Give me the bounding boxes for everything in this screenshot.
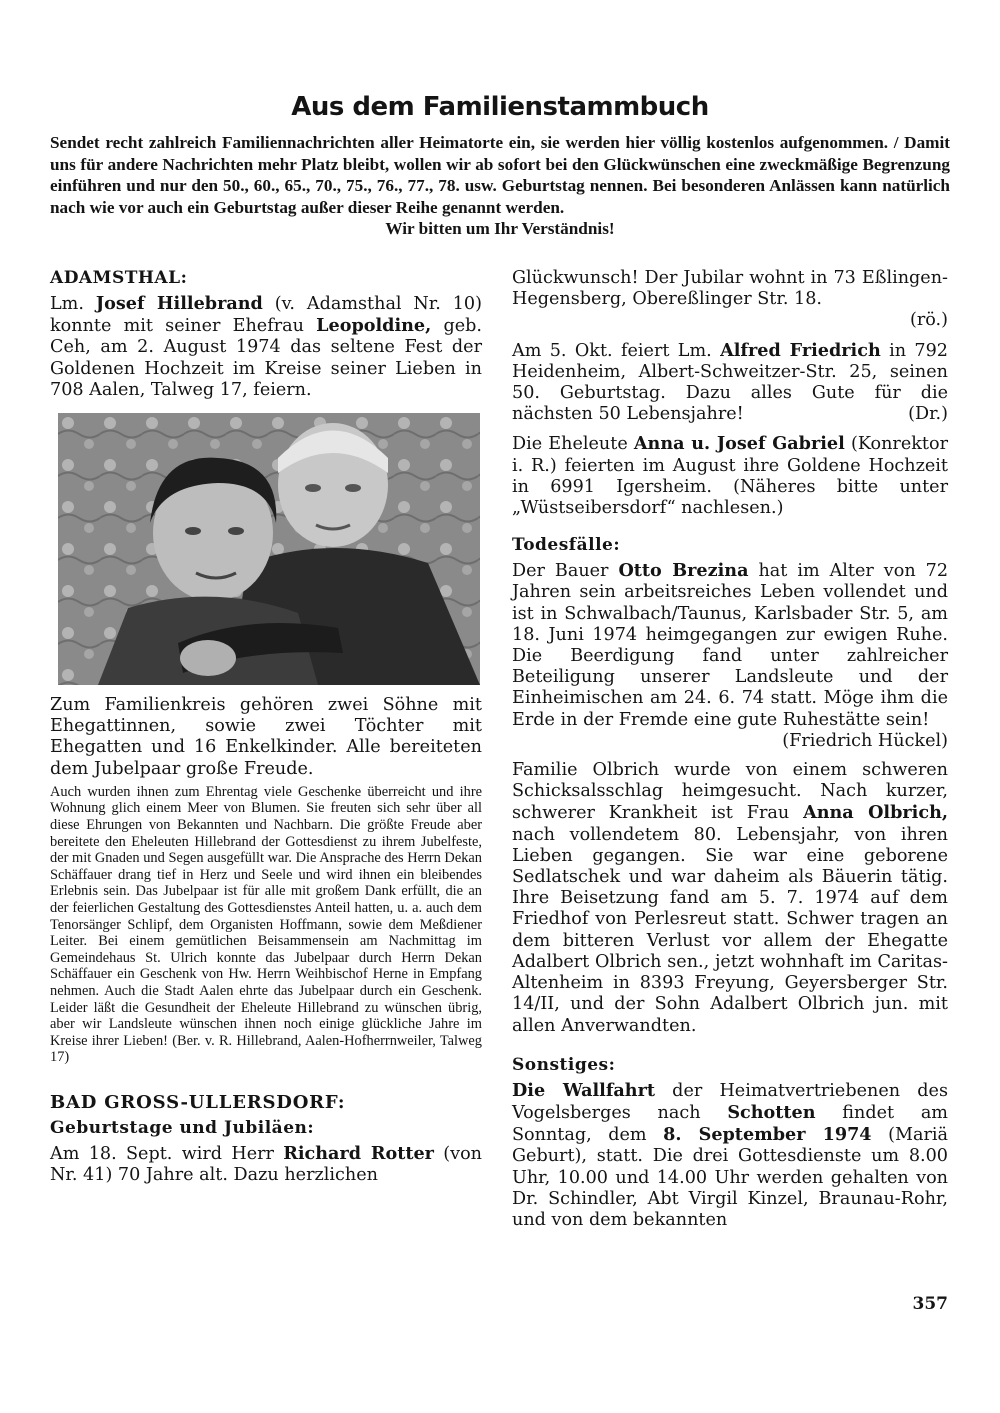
couple-photo-image — [58, 413, 480, 685]
text: geb. Ceh, am 2. August 1974 das seltene Fest der Goldenen Hochzeit im Kreise seiner Lieben in 708 Aalen, Talweg 17, feiern. — [50, 316, 482, 400]
section-heading-bad-gross-ullersdorf: BAD GROSS-ULLERSDORF: — [50, 1091, 346, 1113]
text: Am 5. Okt. feiert Lm. — [512, 340, 721, 361]
friedrich-paragraph — [512, 340, 948, 426]
text: Die Eheleute — [512, 434, 634, 455]
name-leopoldine: Leopoldine, — [316, 315, 432, 337]
text: Lm. — [50, 294, 96, 314]
text: Der Bauer — [512, 561, 619, 582]
text: in 792 Heidenheim, Albert-Schweitzer-Str. 25, seinen 50. Geburtstag. Dazu alles Gute für die nächsten 50 Lebensjahre! — [512, 340, 948, 425]
family-paragraph: Zum Familienkreis gehören zwei Söhne mit Ehegattinnen, sowie zwei Töchter mit Ehegatten und 16 Enkelkinder. Alle bereiteten dem Jubelpaar große Freude. — [50, 695, 482, 779]
text: hat im Alter von 72 Jahren sein arbeitsreiches Leben vollendet und ist in Schwalbach/Taunus, Karlsbader Str. 5, am 18. Juni 1974 heimgegangen zur ewigen Ruhe. Die Beerdigung fand unter zahlreicher Beteiligung unserer Landsleute und der Einheimischen am 24. 6. 74 statt. Möge ihm die Erde in der Fremde eine gute Ruhestätte sein! — [512, 561, 949, 730]
text: (von Nr. 41) 70 Jahre alt. Dazu herzlichen — [50, 1143, 482, 1186]
olbrich-paragraph — [512, 760, 948, 1037]
name-anna-josef-gabriel: Anna u. Josef Gabriel — [633, 433, 845, 455]
intro-text — [50, 132, 950, 240]
section-heading-adamsthal: ADAMSTHAL: — [50, 268, 188, 288]
intro-body: Sendet recht zahlreich Familiennachrichten aller Heimatorte ein, sie werden hier völlig kostenlos aufgenommen. / Damit uns für andere Nachrichten mehr Platz bleibt, wollen wir ab sofort bei den Glückwünschen eine zweckmäßige Begrenzung einführen und nur den 50., 60., 65., 70., 75., 76., 77., 78. usw. Geburtstag nennen. Bei besonderen Anlässen kann natürlich nach wie vor auch ein Geburtstag außer dieser Reihe genannt werden. — [50, 133, 950, 217]
intro-closing: Wir bitten um Ihr Verständnis! — [385, 219, 615, 238]
right-column — [512, 268, 948, 1231]
brezina-paragraph — [512, 560, 948, 752]
hillebrand-paragraph — [50, 293, 482, 401]
text: (Konrektor i. R.) feierten im August ihre Goldene Hochzeit in 6991 Igersheim. (Näheres bitte unter „Wüstseibersdorf“ nachlesen.) — [512, 434, 948, 519]
name-otto-brezina: Otto Brezina — [618, 560, 749, 582]
place-schotten: Schotten — [727, 1101, 816, 1123]
name-richard-rotter: Richard Rotter — [283, 1142, 434, 1164]
term-wallfahrt: Die Wallfahrt — [512, 1079, 655, 1101]
gabriel-paragraph — [512, 433, 948, 519]
name-alfred-friedrich: Alfred Friedrich — [720, 339, 881, 361]
page-title: Aus dem Familienstammbuch — [291, 92, 709, 122]
text: Familie Olbrich wurde von einem schweren Schicksalsschlag heimgesucht. Nach kurzer, schwerer Krankheit ist Frau — [512, 760, 948, 824]
text: nach vollendetem 80. Lebensjahr, von ihren Lieben gegangen. Sie war eine geborene Sedlatschek und war daheim als Bäuerin tätig. Ihre Beisetzung fand am 5. 7. 1974 auf dem Friedhof von Perlesreut statt. Schwer tragen an dem bitteren Verlust vor allem der Ehegatte Adalbert Olbrich sen., jetzt wohnhaft im Caritas-Altenheim in 8393 Freyung, Geyersberger Str. 14/II, und der Sohn Adalbert Olbrich jun. mit allen Anverwandten. — [512, 824, 948, 1036]
left-column — [50, 268, 482, 1186]
name-josef-hillebrand: Josef Hillebrand — [95, 293, 263, 314]
rotter-paragraph — [50, 1143, 482, 1186]
signature: (Friedrich Hückel) — [782, 730, 948, 751]
text: findet am Sonntag, dem — [512, 1102, 948, 1146]
signature: (Dr.) — [908, 404, 948, 425]
subheading-birthdays: Geburtstage und Jubiläen: — [50, 1117, 315, 1138]
rotter-continued — [512, 268, 948, 332]
name-anna-olbrich: Anna Olbrich, — [803, 802, 948, 824]
text: Glückwunsch! Der Jubilar wohnt in 73 Eßlingen-Hegensberg, Obereßlinger Str. 18. — [512, 268, 948, 310]
text: Am 18. Sept. wird Herr — [50, 1143, 284, 1164]
wallfahrt-paragraph — [512, 1080, 948, 1231]
date-8-september-1974: 8. September 1974 — [663, 1124, 872, 1146]
text: (v. Adamsthal Nr. 10) konnte mit seiner Ehefrau — [50, 294, 482, 337]
couple-photo — [58, 413, 480, 685]
text: (Mariä Geburt), statt. Die drei Gottesdienste um 8.00 Uhr, 10.00 und 14.00 Uhr werden gehalten von Dr. Schindler, Abt Virgil Kinzel, Braunau-Rohr, und von dem bekannten — [512, 1125, 948, 1230]
page-number: 357 — [912, 1294, 948, 1314]
subheading-deaths: Todesfälle: — [512, 535, 621, 556]
ceremony-report: Auch wurden ihnen zum Ehrentag viele Geschenke überreicht und ihre Wohnung glich einem Meer von Blumen. Sie freuten sich sehr über all diese Ehrungen von Bekannten und Nachbarn. Die größte Freude aber bereitete den Eheleuten Hillebrand der Gottesdienst zu ihrem Jubelfeste, der mit Gnaden und Segen ausgefüllt war. Die Ansprache des Herrn Dekan Schäffauer drang tief in Herz und Seele und wird ihnen ein bleibendes Erlebnis sein. Das Jubelpaar ist für alle mit großem Dank erfüllt, die an der feierlichen Gestaltung des Gottesdienstes Anteil hatten, u. a. auch dem Tenorsänger Schlipf, dem Organisten Hoffmann, sowie dem Meßdiener Leiter. Bei einem gemütlichen Beisammensein am Nachmittag im Gemeindehaus St. Ulrich konnte das Jubelpaar durch Herrn Dekan Schäffauer ein Geschenk von Hw. Herrn Weihbischof Herne in Empfang nehmen. Auch die Stadt Aalen ehrte das Jubelpaar durch ein Geschenk. Leider läßt die Gesundheit der Eheleute Hillebrand zu wünschen übrig, aber wir Landsleute wünschen ihnen noch einige glückliche Jahre im Kreise ihrer Lieben! (Ber. v. R. Hillebrand, Aalen-Hofherrnweiler, Talweg 17) — [50, 783, 482, 1066]
text: der Heimatvertriebenen des Vogelsberges nach — [512, 1080, 948, 1123]
subheading-misc: Sonstiges: — [512, 1054, 616, 1075]
signature: (rö.) — [909, 310, 948, 331]
